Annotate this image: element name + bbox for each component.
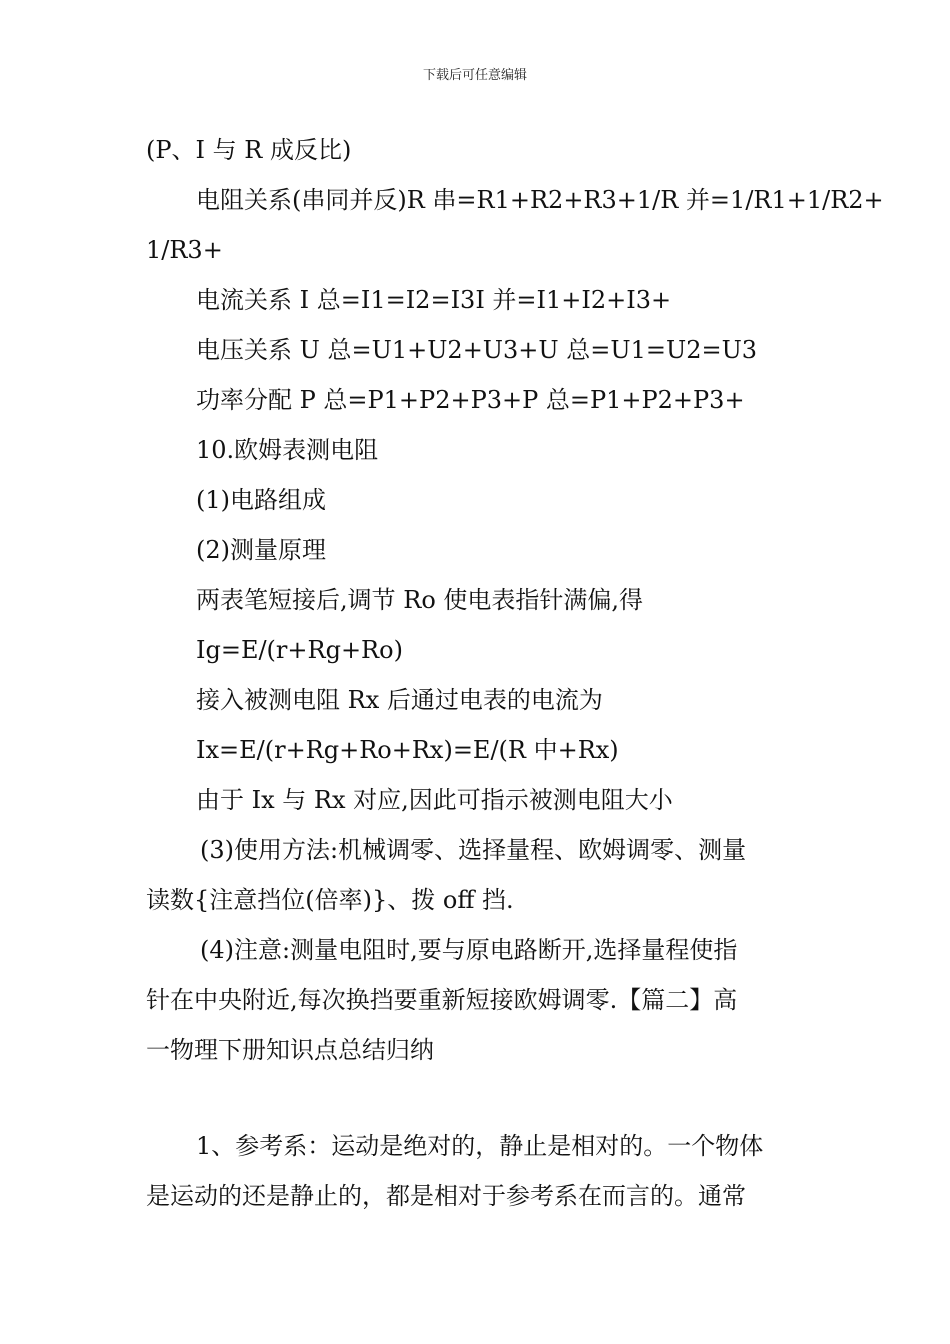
- text-line: 是运动的还是静止的，都是相对于参考系在而言的。通常: [146, 1182, 746, 1210]
- text-line: 1/R3+: [146, 236, 223, 264]
- formula-line: Ig=E/(r+Rg+Ro): [196, 636, 403, 664]
- text-line: 1、参考系：运动是绝对的，静止是相对的。一个物体: [196, 1132, 764, 1160]
- text-line: 由于 Ix 与 Rx 对应,因此可指示被测电阻大小: [196, 786, 673, 814]
- text-line: 电阻关系(串同并反)R 串=R1+R2+R3+1/R 并=1/R1+1/R2+: [196, 186, 884, 214]
- text-line: 一物理下册知识点总结归纳: [146, 1036, 434, 1064]
- text-line: 电压关系 U 总=U1+U2+U3+U 总=U1=U2=U3: [196, 336, 758, 364]
- text-line: 针在中央附近,每次换挡要重新短接欧姆调零.【篇二】高: [146, 986, 738, 1014]
- text-line: 功率分配 P 总=P1+P2+P3+P 总=P1+P2+P3+: [196, 386, 745, 414]
- text-line: (2)测量原理: [196, 536, 326, 564]
- text-line: (3)使用方法:机械调零、选择量程、欧姆调零、测量: [200, 836, 747, 864]
- page-header: 下载后可任意编辑: [422, 68, 527, 83]
- text-line: 电流关系 I 总=I1=I2=I3I 并=I1+I2+I3+: [196, 286, 672, 314]
- text-line: 读数{注意挡位(倍率)}、拨 off 挡.: [146, 886, 514, 914]
- text-line: (4)注意:测量电阻时,要与原电路断开,选择量程使指: [200, 936, 738, 964]
- text-line: 接入被测电阻 Rx 后通过电表的电流为: [196, 686, 603, 714]
- text-line: 两表笔短接后,调节 Ro 使电表指针满偏,得: [196, 586, 644, 614]
- formula-line: Ix=E/(r+Rg+Ro+Rx)=E/(R 中+Rx): [196, 736, 619, 764]
- text-line: (P、I 与 R 成反比): [146, 136, 352, 164]
- text-line: (1)电路组成: [196, 486, 326, 514]
- section-heading: 10.欧姆表测电阻: [196, 436, 379, 464]
